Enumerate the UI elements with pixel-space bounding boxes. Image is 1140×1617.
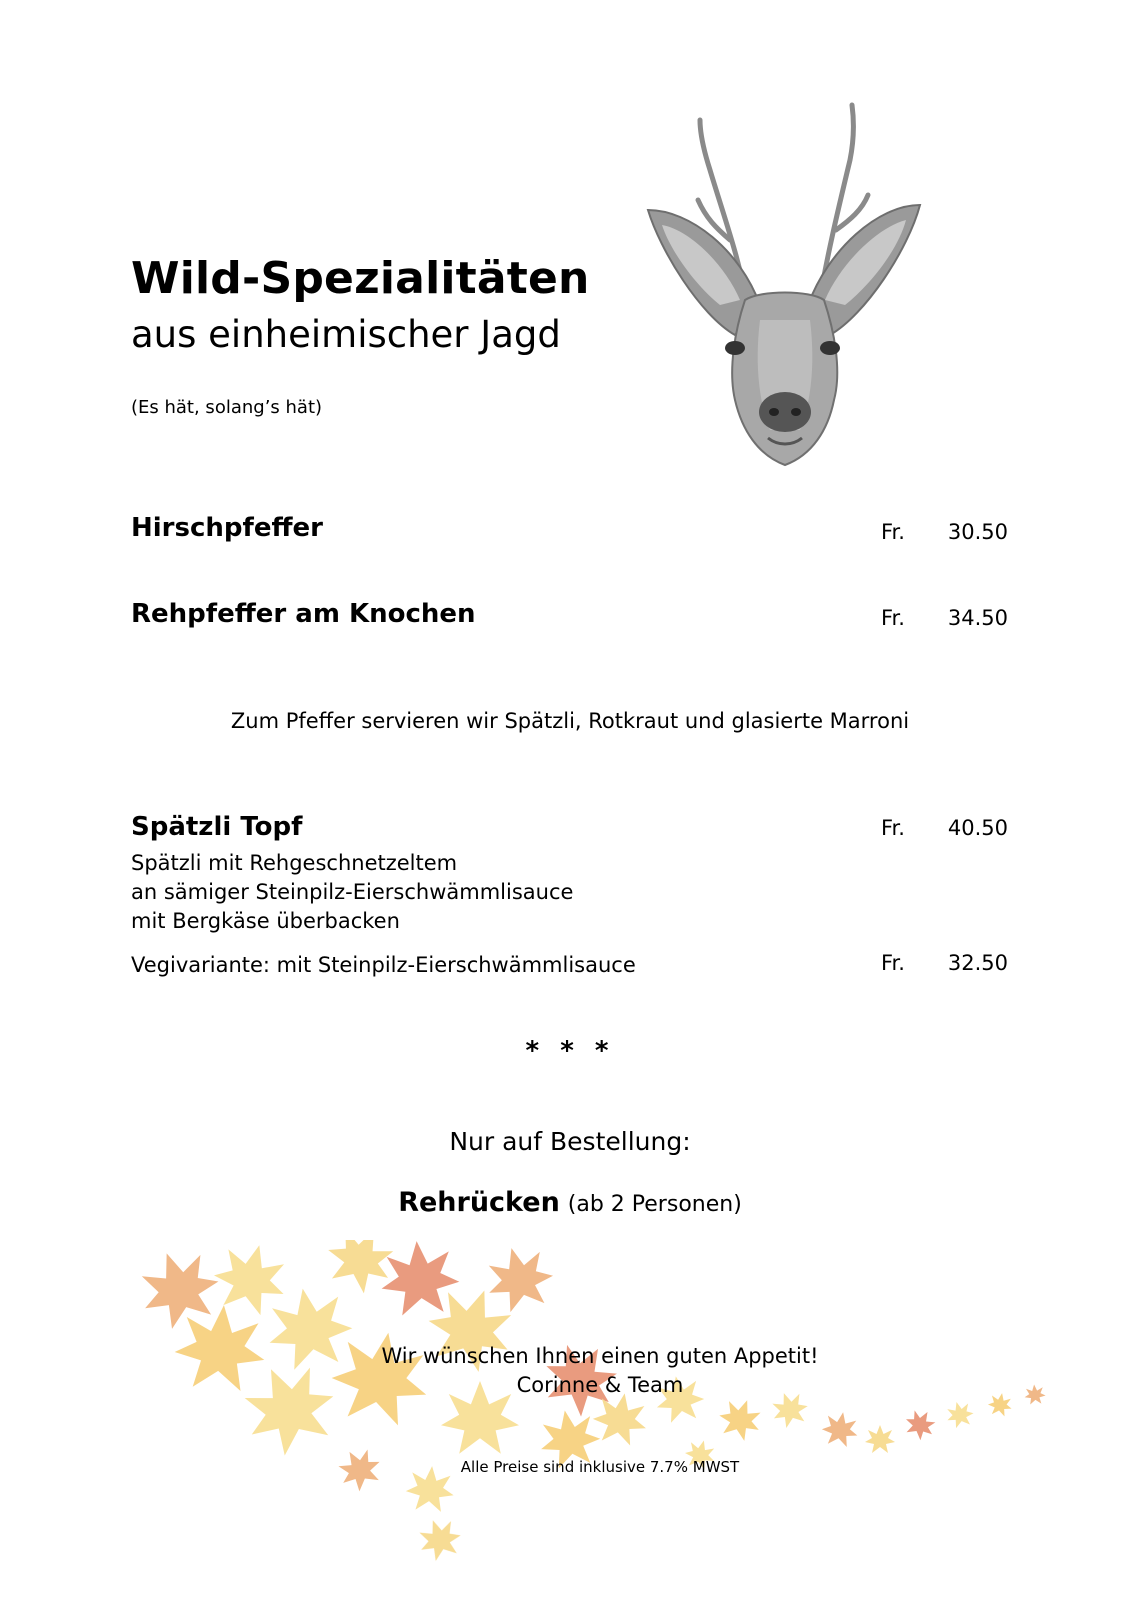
vegi-variant-price: 32.50 [947,951,1008,975]
menu-item-name: Hirschpfeffer [131,513,323,543]
special-order-note: (ab 2 Personen) [567,1192,742,1217]
menu-item-price: 40.50 [947,816,1008,840]
menu-item-currency: Fr. [881,606,905,630]
signature-line: Corinne & Team [516,1373,684,1397]
availability-note: (Es hät, solang’s hät) [131,397,323,418]
description-line: Spätzli mit Rehgeschnetzeltem [131,851,458,875]
special-order-item [0,1187,1140,1218]
description-line: mit Bergkäse überbacken [131,909,400,933]
closing-message [200,1342,1000,1400]
description-line: an sämiger Steinpilz-Eierschwämmlisauce [131,880,574,904]
menu-item-price: 34.50 [947,606,1008,630]
vegi-variant: Vegivariante: mit Steinpilz-Eierschwämmlisauce [131,953,636,977]
deer-head-image [640,100,930,480]
page-subtitle: aus einheimischer Jagd [131,313,561,356]
menu-item-price: 30.50 [947,520,1008,544]
special-order-heading: Nur auf Bestellung: [449,1127,691,1156]
menu-item-name: Rehpfeffer am Knochen [131,599,476,629]
vegi-variant-currency: Fr. [881,951,905,975]
menu-item-currency: Fr. [881,520,905,544]
menu-item-currency: Fr. [881,816,905,840]
closing-line: Wir wünschen Ihnen einen guten Appetit! [381,1344,819,1368]
menu-item-name: Spätzli Topf [131,812,303,842]
section-separator: * * * [525,1036,615,1066]
side-dish-note: Zum Pfeffer servieren wir Spätzli, Rotkraut und glasierte Marroni [230,709,910,733]
autumn-leaves-image [140,1240,1100,1570]
special-order-name: Rehrücken [398,1187,560,1218]
menu-item-description [131,849,573,936]
vat-note: Alle Preise sind inklusive 7.7% MWST [460,1458,740,1476]
page-title: Wild-Spezialitäten [131,253,590,304]
